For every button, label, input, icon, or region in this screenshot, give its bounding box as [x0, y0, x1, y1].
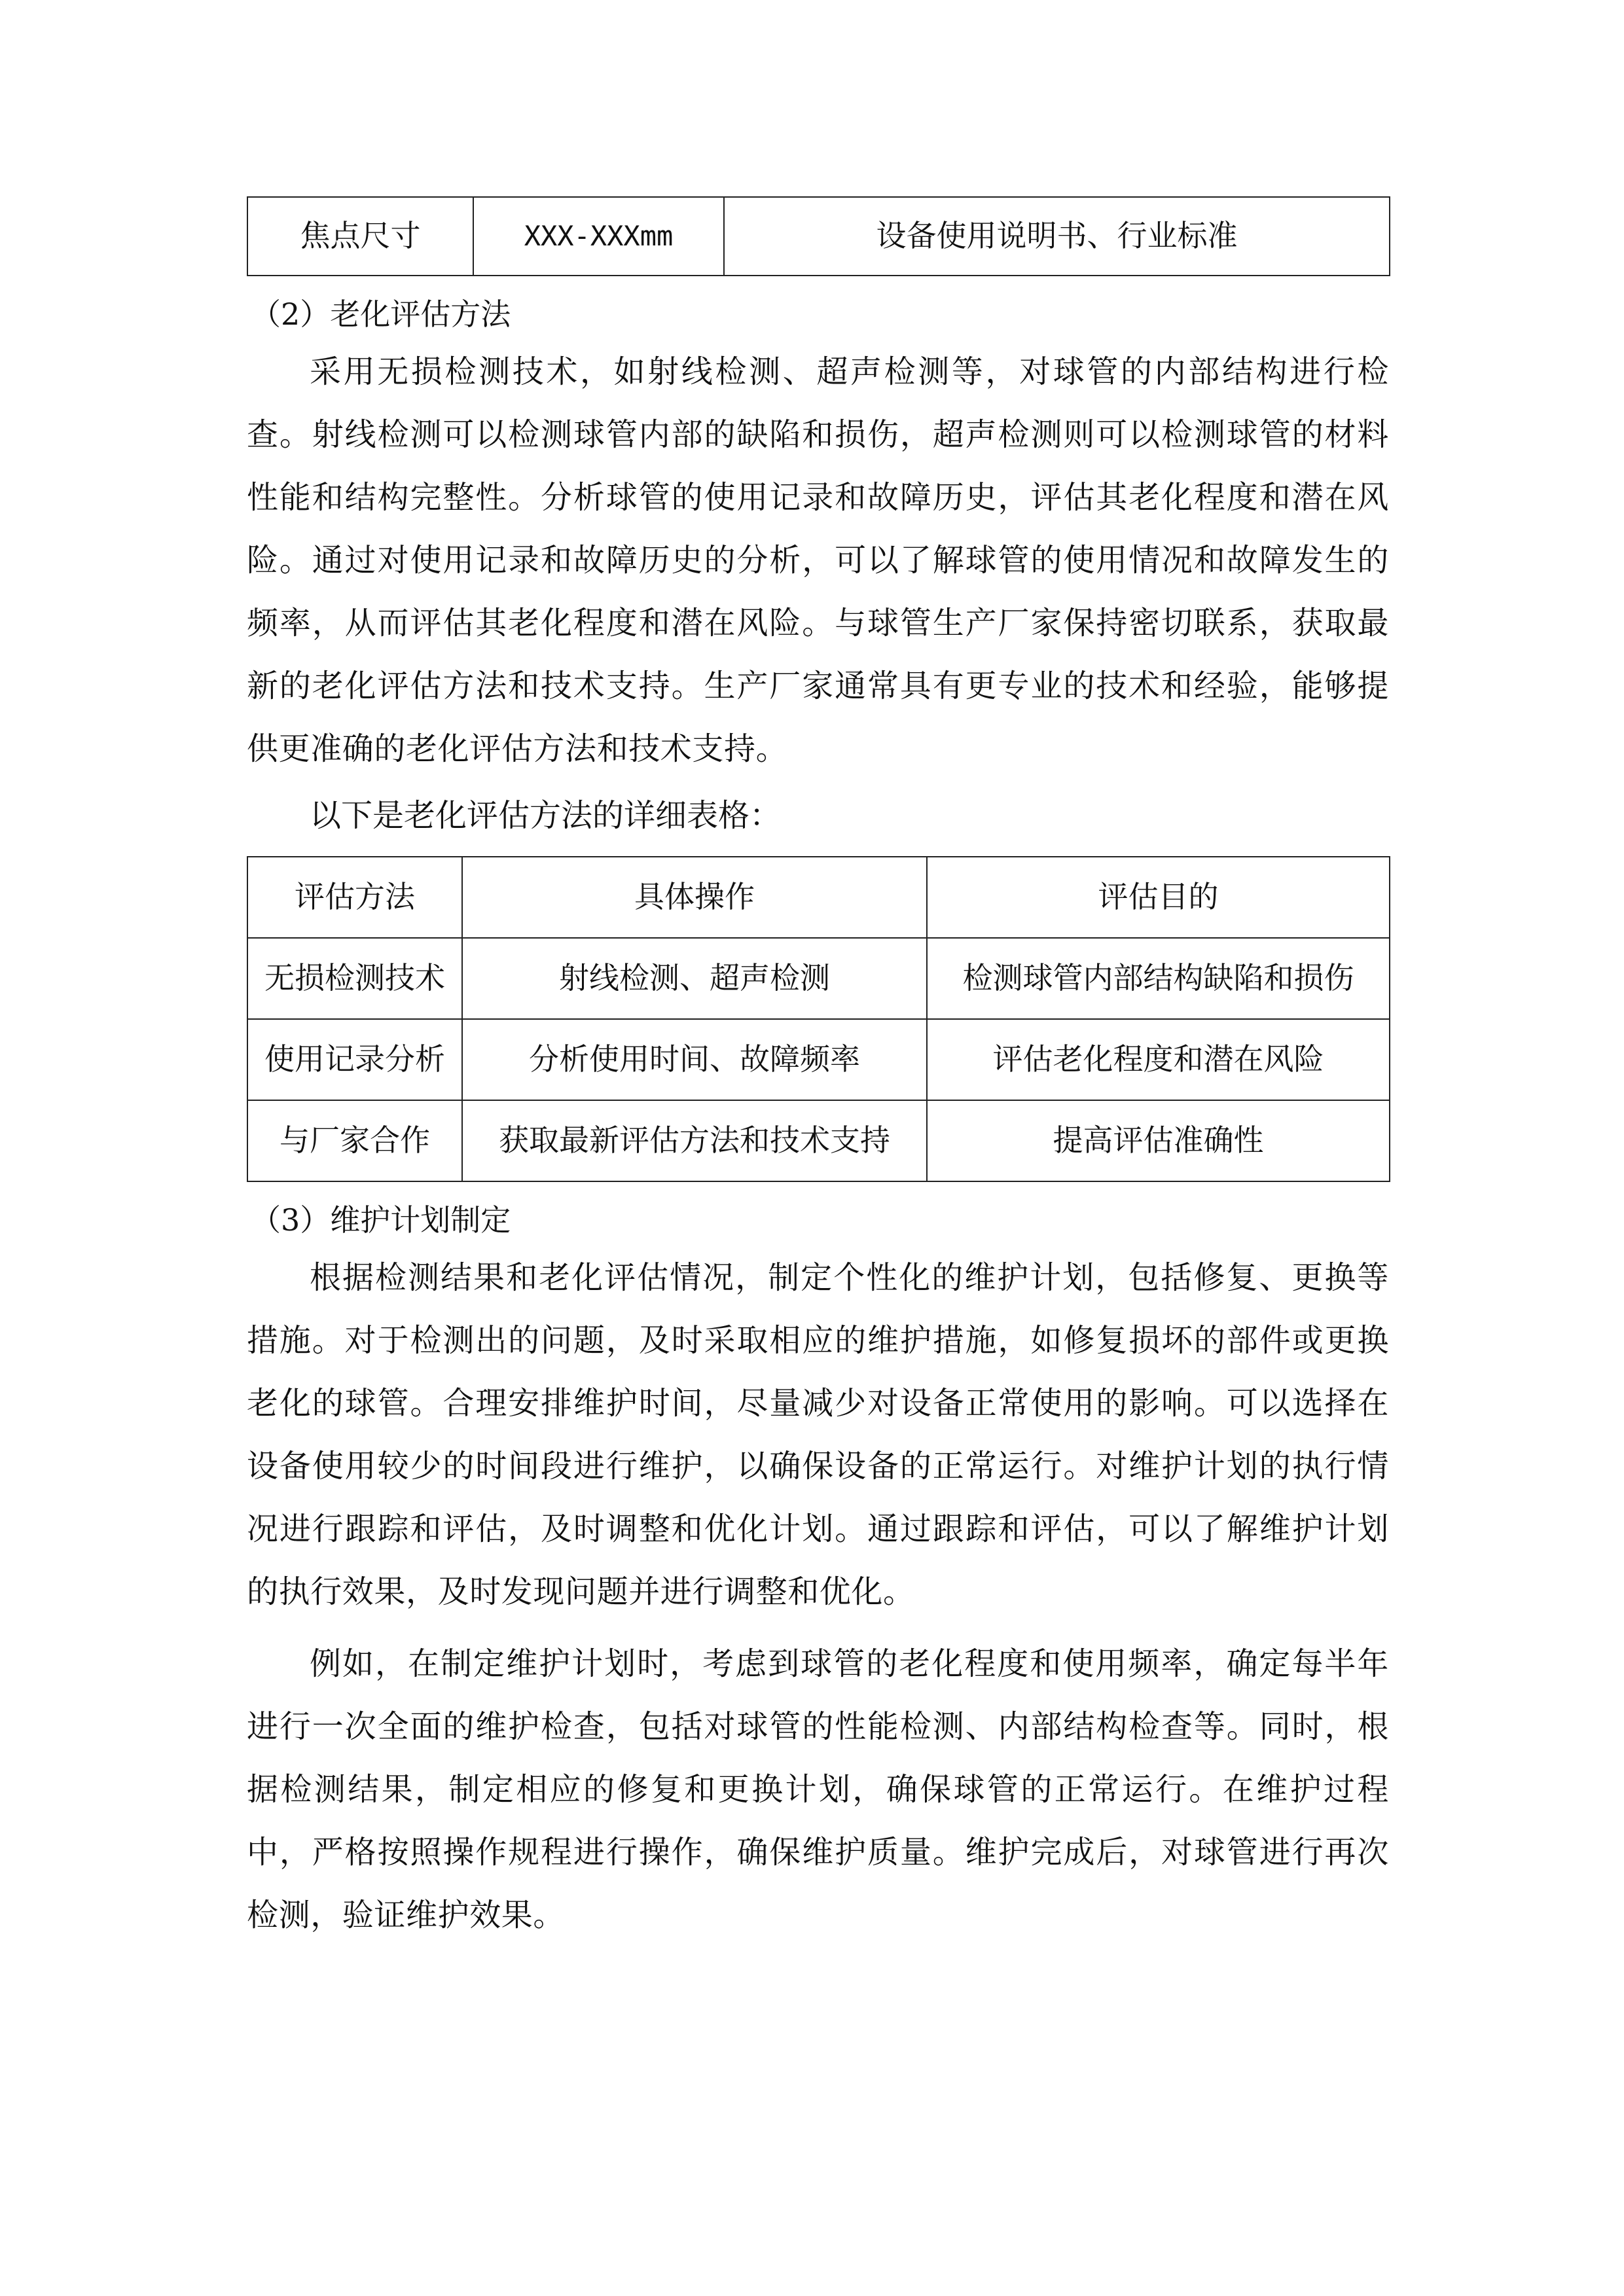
table-cell: 检测球管内部结构缺陷和损伤 [927, 938, 1390, 1019]
spec-table [247, 196, 1390, 276]
table-cell: 与厂家合作 [247, 1100, 462, 1181]
aging-evaluation-paragraph: 采用无损检测技术，如射线检测、超声检测等，对球管的内部结构进行检查。射线检测可以检测球管内部的缺陷和损伤，超声检测则可以检测球管的材料性能和结构完整性。分析球管的使用记录和故障历史，评估其老化程度和潜在风险。通过对使用记录和故障历史的分析，可以了解球管的使用情况和故障发生的频率，从而评估其老化程度和潜在风险。与球管生产厂家保持密切联系，获取最新的老化评估方法和技术支持。生产厂家通常具有更专业的技术和经验，能够提供更准确的老化评估方法和技术支持。 [247, 353, 1389, 767]
header-method: 评估方法 [247, 857, 462, 938]
maintenance-example-paragraph: 例如，在制定维护计划时，考虑到球管的老化程度和使用频率，确定每半年进行一次全面的维护检查，包括对球管的性能检测、内部结构检查等。同时，根据检测结果，制定相应的修复和更换计划，确保球管的正常运行。在维护过程中，严格按照操作规程进行操作，确保维护质量。维护完成后，对球管进行再次检测，验证维护效果。 [247, 1645, 1389, 1933]
spec-value-cell: XXX-XXXmm [473, 197, 724, 276]
table-header-row [247, 857, 1390, 938]
table-intro: 以下是老化评估方法的详细表格： [310, 797, 782, 834]
spec-param-cell: 焦点尺寸 [247, 197, 473, 276]
table-cell: 射线检测、超声检测 [462, 938, 927, 1019]
table-cell: 无损检测技术 [247, 938, 462, 1019]
table-cell: 获取最新评估方法和技术支持 [462, 1100, 927, 1181]
table-row [247, 1019, 1390, 1100]
table-row [247, 197, 1390, 276]
maintenance-plan-paragraph: 根据检测结果和老化评估情况，制定个性化的维护计划，包括修复、更换等措施。对于检测出的问题，及时采取相应的维护措施，如修复损坏的部件或更换老化的球管。合理安排维护时间，尽量减少对设备正常使用的影响。可以选择在设备使用较少的时间段进行维护，以确保设备的正常运行。对维护计划的执行情况进行跟踪和评估，及时调整和优化计划。通过跟踪和评估，可以了解维护计划的执行效果，及时发现问题并进行调整和优化。 [247, 1259, 1389, 1610]
document-page [247, 196, 1389, 1946]
table-cell: 提高评估准确性 [927, 1100, 1390, 1181]
table-cell: 使用记录分析 [247, 1019, 462, 1100]
header-operation: 具体操作 [462, 857, 927, 938]
section-heading-maintenance-plan: （3）维护计划制定 [251, 1202, 511, 1238]
table-cell: 分析使用时间、故障频率 [462, 1019, 927, 1100]
table-row [247, 938, 1390, 1019]
table-cell: 评估老化程度和潜在风险 [927, 1019, 1390, 1100]
header-purpose: 评估目的 [927, 857, 1390, 938]
table-row [247, 1100, 1390, 1181]
spec-source-cell: 设备使用说明书、行业标准 [724, 197, 1390, 276]
aging-evaluation-table [247, 856, 1390, 1182]
section-heading-aging-evaluation: （2）老化评估方法 [251, 296, 511, 332]
